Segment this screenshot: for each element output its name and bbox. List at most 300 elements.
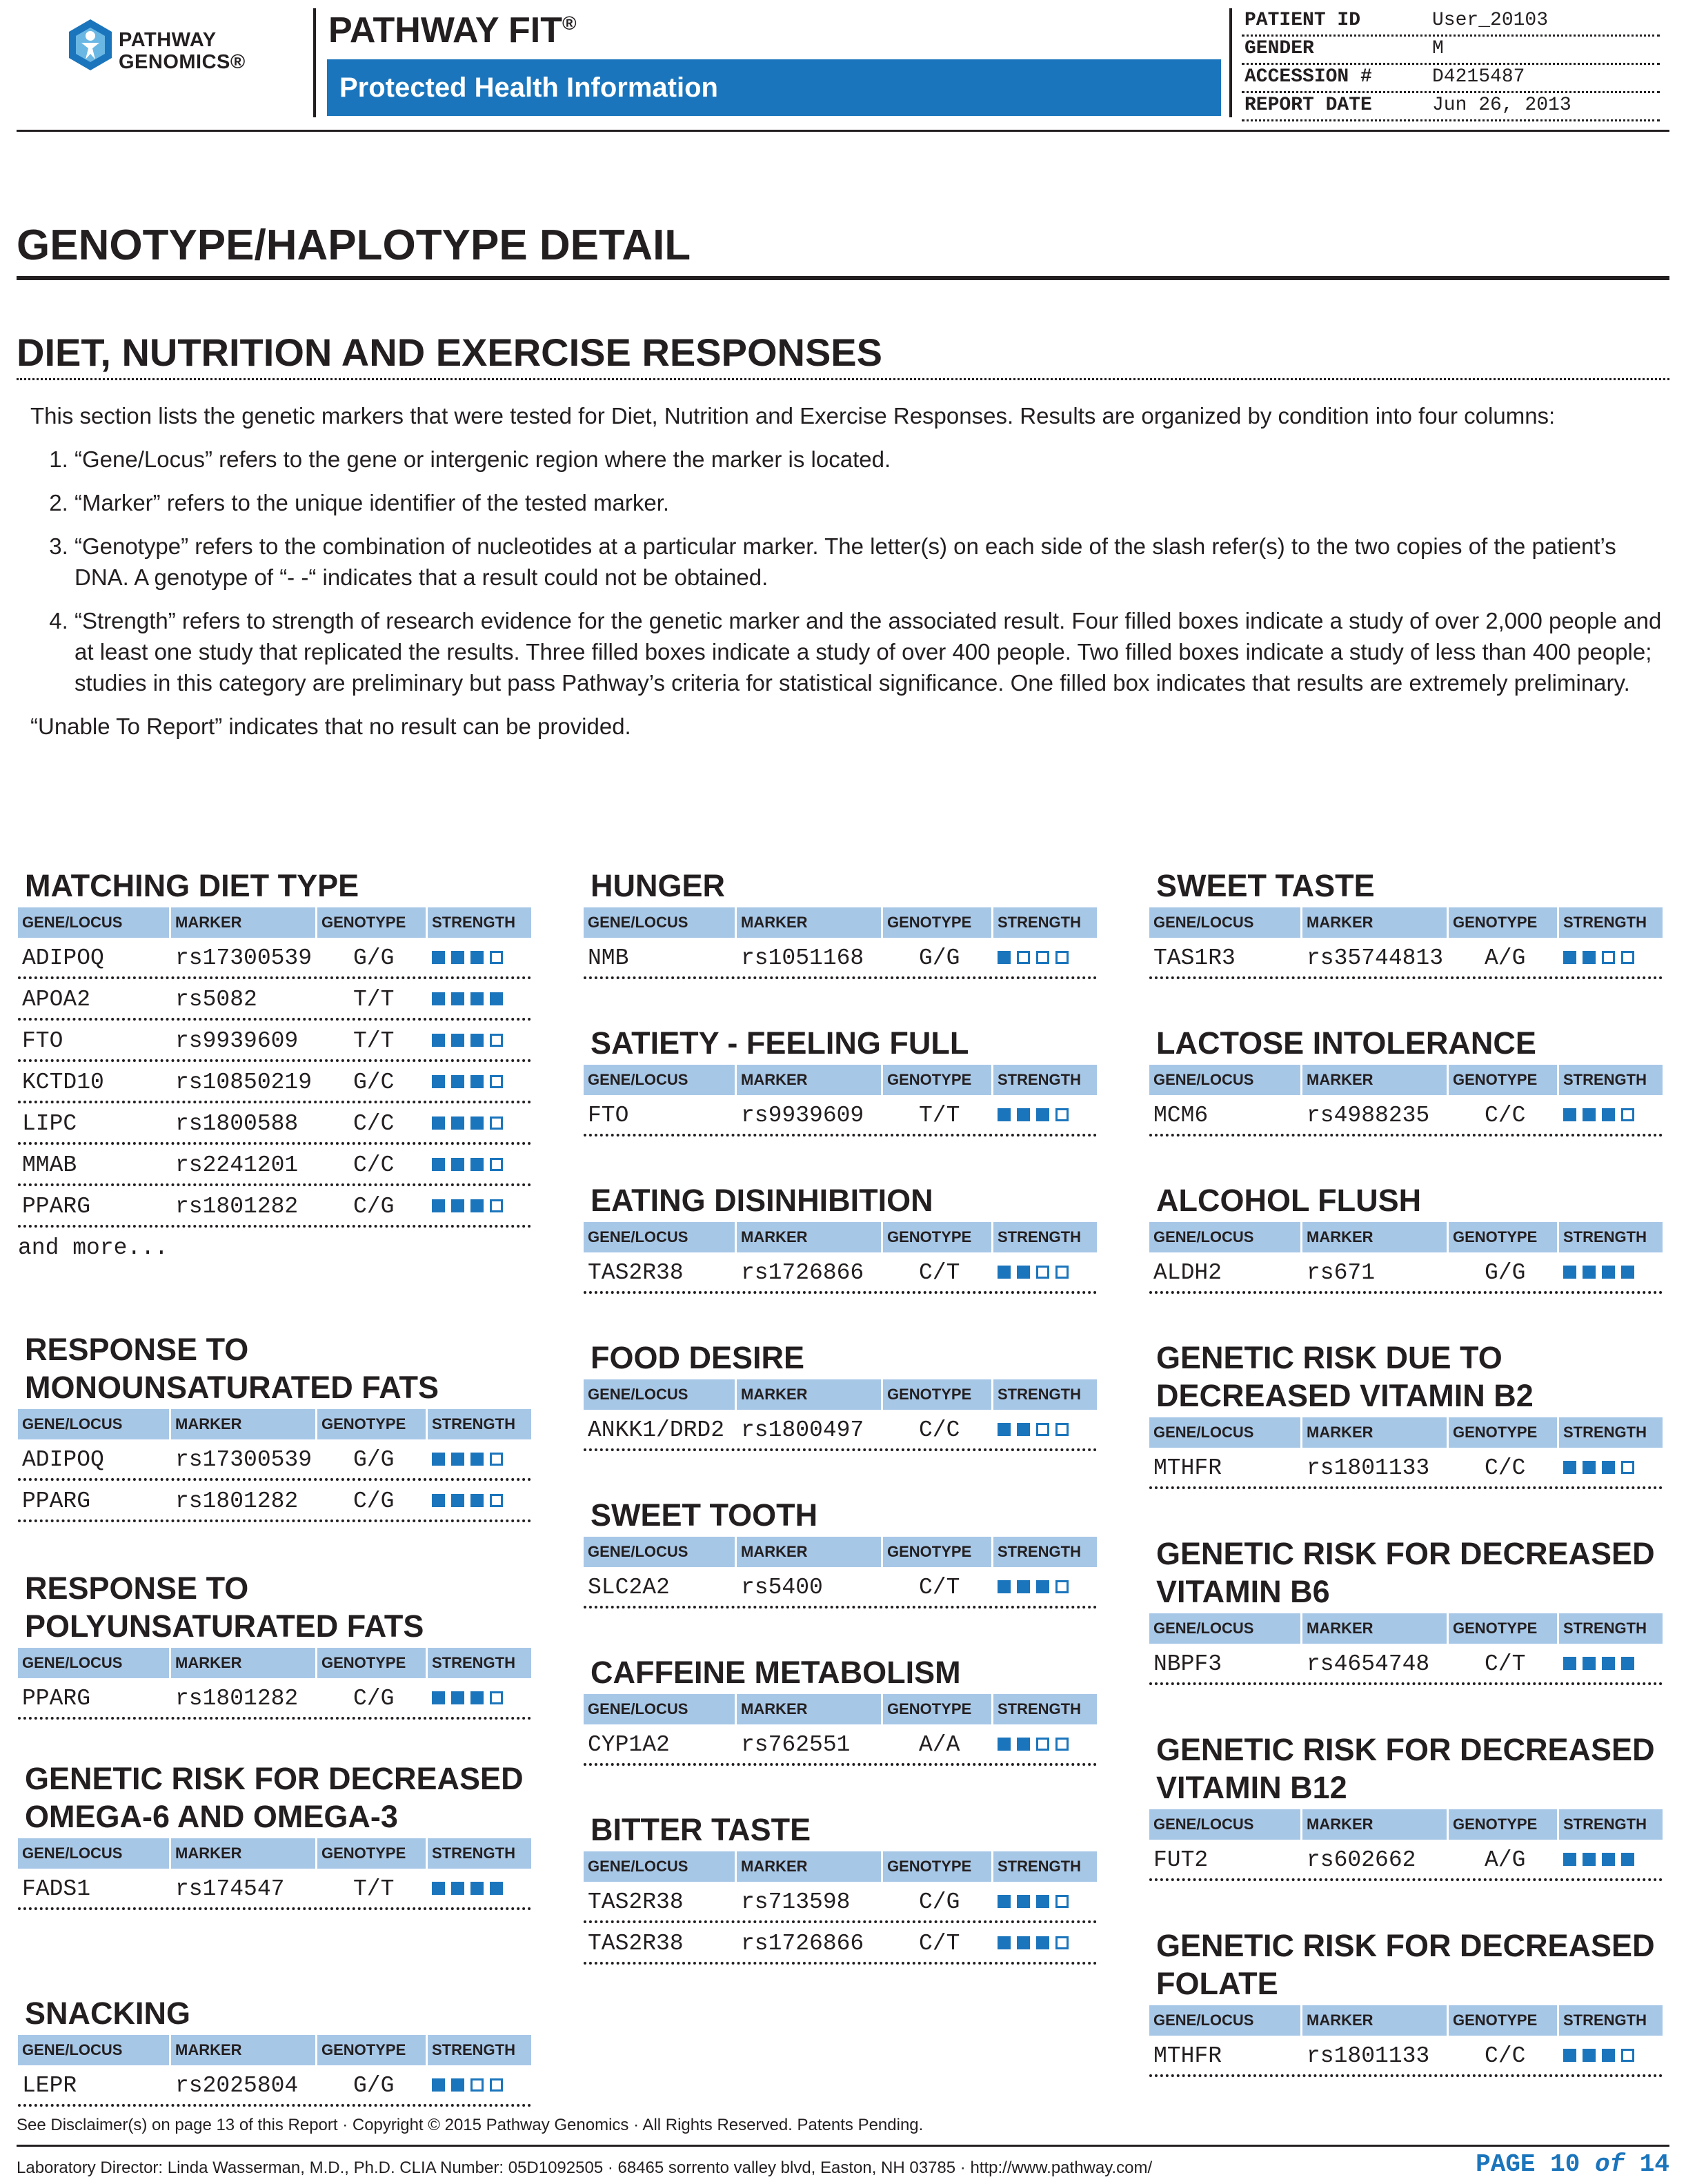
section-lactose-intolerance	[1149, 1024, 1663, 1137]
section-genetic-risk-for-decreased-vitamin-b12	[1149, 1731, 1663, 1881]
brand-title	[328, 10, 577, 51]
header-strength: STRENGTH	[998, 1700, 1081, 1718]
strength-box-filled	[432, 1116, 445, 1130]
patient-info-row	[1242, 8, 1660, 37]
header-strength: STRENGTH	[998, 1543, 1081, 1560]
patient-info-label: PATIENT ID	[1244, 10, 1361, 31]
page-title: GENOTYPE/HAPLOTYPE DETAIL	[17, 222, 691, 269]
strength-indicator	[993, 1252, 1097, 1291]
genotype-cell: G/G	[353, 945, 395, 971]
gene-locus-cell: KCTD10	[22, 1070, 104, 1095]
header-gene-locus: GENE/LOCUS	[1149, 1417, 1302, 1448]
patient-info-row	[1242, 65, 1660, 93]
genotype-cell: C/G	[353, 1488, 395, 1514]
table-row	[584, 1882, 1097, 1923]
strength-box-empty	[1036, 1423, 1049, 1436]
strength-box-filled	[1563, 951, 1576, 964]
genotype-cell: C/T	[1485, 1651, 1526, 1677]
strength-box-filled	[432, 1453, 445, 1466]
header-gene-locus: GENE/LOCUS	[584, 1222, 737, 1252]
header-marker: MARKER	[1302, 1613, 1449, 1644]
patient-info-value: D4215487	[1432, 66, 1525, 88]
header-genotype: GENOTYPE	[883, 1694, 993, 1724]
section-heading: RESPONSE TO POLYUNSATURATED FATS	[25, 1571, 424, 1644]
table-header	[1149, 2005, 1663, 2036]
brand-registered-mark: ®	[562, 12, 577, 34]
header-marker: MARKER	[171, 2035, 317, 2065]
header-gene-locus: GENE/LOCUS	[1149, 1222, 1302, 1252]
section-genetic-risk-for-decreased-folate	[1149, 1927, 1663, 2077]
patient-info-label: ACCESSION #	[1244, 66, 1372, 88]
strength-box-filled	[432, 1158, 445, 1171]
section-heading: FOOD DESIRE	[591, 1340, 805, 1375]
page-total: 14	[1639, 2150, 1669, 2178]
strength-box-filled	[1583, 1461, 1596, 1474]
section-eating-disinhibition	[584, 1181, 1097, 1294]
strength-box-filled	[1563, 1108, 1576, 1121]
section-hunger	[584, 867, 1097, 979]
strength-box-filled	[1563, 2049, 1576, 2062]
header-genotype: GENOTYPE	[883, 907, 993, 938]
intro-note: “Unable To Report” indicates that no result can be provided.	[30, 714, 631, 739]
header-strength: STRENGTH	[998, 1228, 1081, 1246]
strength-box-empty	[1055, 1108, 1069, 1121]
table-header	[1149, 1417, 1663, 1448]
intro-item-3: 3. “Genotype” refers to the combination of nucleotides at a particular marker. The letter(s) on each side of the slash refer(s) to the two copies of the patient’s DNA. A genotype of “- -“ indicates that a result could not be obtained.	[75, 531, 1665, 593]
strength-indicator	[428, 1678, 531, 1717]
section-heading: SWEET TASTE	[1156, 868, 1375, 903]
marker-cell: rs17300539	[175, 945, 313, 971]
table-header	[1149, 1809, 1663, 1840]
header-strength: STRENGTH	[998, 1858, 1081, 1875]
strength-box-empty	[490, 1034, 503, 1047]
header-strength: STRENGTH	[998, 1386, 1081, 1403]
strength-box-filled	[998, 1738, 1011, 1751]
strength-box-empty	[490, 1494, 503, 1507]
header-genotype: GENOTYPE	[317, 1648, 428, 1678]
table-row	[1149, 1448, 1663, 1489]
section-heading: GENETIC RISK FOR DECREASED VITAMIN B6	[1156, 1536, 1655, 1609]
table-row	[18, 1021, 531, 1062]
header-genotype: GENOTYPE	[1449, 1222, 1559, 1252]
table-header	[584, 1065, 1097, 1095]
section-heading: HUNGER	[591, 868, 726, 903]
page-of: of	[1594, 2150, 1625, 2178]
strength-box-empty	[490, 1691, 503, 1704]
strength-indicator	[993, 1567, 1097, 1606]
header-marker: MARKER	[737, 1222, 883, 1252]
strength-indicator	[428, 1145, 531, 1183]
page-number	[1469, 2150, 1669, 2178]
strength-box-filled	[451, 1034, 464, 1047]
header-gene-locus: GENE/LOCUS	[18, 1409, 171, 1439]
section-genetic-risk-for-decreased-vitamin-b6	[1149, 1535, 1663, 1685]
logo-text-line2: GENOMICS®	[119, 51, 246, 73]
header-gene-locus: GENE/LOCUS	[1149, 1065, 1302, 1095]
patient-info-row	[1242, 37, 1660, 65]
footer-lab-info: Laboratory Director: Linda Wasserman, M.D., Ph.D. CLIA Number: 05D1092505 · 68465 sorrento valley blvd, Easton, NH 03785 · http://www.pathway.com/	[17, 2158, 1153, 2177]
strength-box-filled	[1036, 1108, 1049, 1121]
strength-box-empty	[1621, 1461, 1634, 1474]
section-heading: SWEET TOOTH	[591, 1497, 818, 1533]
page-label: PAGE 10	[1476, 2150, 1580, 2178]
strength-box-empty	[1017, 951, 1030, 964]
section-matching-diet-type	[18, 867, 531, 1269]
strength-box-filled	[432, 2078, 445, 2092]
strength-box-filled	[998, 1108, 1011, 1121]
genotype-cell: G/G	[1485, 1260, 1526, 1286]
pathway-genomics-logo	[66, 18, 259, 80]
gene-locus-cell: MMAB	[22, 1152, 77, 1178]
section-title: DIET, NUTRITION AND EXERCISE RESPONSES	[17, 331, 882, 374]
strength-box-filled	[432, 1075, 445, 1088]
gene-locus-cell: PPARG	[22, 1194, 91, 1219]
header-marker: MARKER	[171, 1838, 317, 1869]
header-marker: MARKER	[171, 1409, 317, 1439]
genotype-cell: C/C	[1485, 1455, 1526, 1481]
header-strength: STRENGTH	[1563, 1071, 1647, 1088]
table-row	[584, 1923, 1097, 1965]
header-genotype: GENOTYPE	[1449, 1613, 1559, 1644]
strength-box-filled	[1583, 1657, 1596, 1670]
marker-cell: rs9939609	[175, 1028, 299, 1054]
gene-locus-cell: LEPR	[22, 2073, 77, 2098]
header-strength: STRENGTH	[1563, 1620, 1647, 1637]
table-row	[584, 1567, 1097, 1609]
genotype-cell: G/C	[353, 1070, 395, 1095]
genotype-cell: C/T	[919, 1575, 960, 1600]
strength-box-filled	[451, 1882, 464, 1895]
strength-box-empty	[1055, 951, 1069, 964]
strength-box-filled	[1583, 951, 1596, 964]
table-header	[1149, 1065, 1663, 1095]
strength-box-filled	[451, 1158, 464, 1171]
section-heading: CAFFEINE METABOLISM	[591, 1655, 961, 1690]
table-header	[18, 1409, 531, 1439]
table-header	[584, 1694, 1097, 1724]
strength-box-empty	[1602, 951, 1615, 964]
gene-locus-cell: NMB	[588, 945, 629, 971]
intro-text	[30, 400, 1665, 754]
genotype-cell: T/T	[353, 1028, 395, 1054]
strength-indicator	[1559, 2036, 1663, 2074]
marker-cell: rs762551	[741, 1732, 851, 1758]
strength-box-empty	[1036, 1266, 1049, 1279]
gene-locus-cell: TAS2R38	[588, 1931, 684, 1956]
gene-locus-cell: TAS1R3	[1153, 945, 1236, 971]
strength-box-empty	[1055, 1423, 1069, 1436]
gene-locus-cell: NBPF3	[1153, 1651, 1222, 1677]
intro-lead: This section lists the genetic markers that were tested for Diet, Nutrition and Exercise Responses. Results are organized by condition into four columns:	[30, 403, 1556, 429]
section-heading: MATCHING DIET TYPE	[25, 868, 359, 903]
gene-locus-cell: FUT2	[1153, 1847, 1209, 1873]
marker-cell: rs2025804	[175, 2073, 299, 2098]
strength-box-filled	[1602, 1657, 1615, 1670]
strength-indicator	[993, 1724, 1097, 1763]
strength-indicator	[1559, 1095, 1663, 1134]
table-header	[1149, 1613, 1663, 1644]
section-heading: ALCOHOL FLUSH	[1156, 1183, 1422, 1218]
genotype-cell: C/C	[353, 1152, 395, 1178]
gene-locus-cell: MCM6	[1153, 1103, 1209, 1128]
header-genotype: GENOTYPE	[883, 1851, 993, 1882]
strength-box-filled	[1017, 1580, 1030, 1593]
header-gene-locus: GENE/LOCUS	[584, 1065, 737, 1095]
strength-box-filled	[1583, 2049, 1596, 2062]
strength-box-filled	[1563, 1853, 1576, 1866]
table-row	[18, 979, 531, 1021]
strength-box-filled	[1017, 1423, 1030, 1436]
strength-box-filled	[432, 1691, 445, 1704]
genotype-cell: C/C	[1485, 2043, 1526, 2069]
table-row	[18, 1439, 531, 1481]
strength-box-filled	[998, 1936, 1011, 1949]
marker-cell: rs1801282	[175, 1686, 299, 1711]
strength-box-filled	[451, 992, 464, 1005]
table-header	[18, 2035, 531, 2065]
strength-indicator	[428, 1103, 531, 1142]
section-sweet-tooth	[584, 1496, 1097, 1609]
header-marker: MARKER	[1302, 1222, 1449, 1252]
table-row	[584, 938, 1097, 979]
strength-box-filled	[1017, 1108, 1030, 1121]
strength-box-filled	[432, 951, 445, 964]
strength-indicator	[428, 1062, 531, 1101]
genotype-cell: G/G	[353, 2073, 395, 2098]
genotype-cell: C/G	[353, 1686, 395, 1711]
section-heading: GENETIC RISK FOR DECREASED FOLATE	[1156, 1928, 1655, 2001]
strength-box-filled	[1017, 1936, 1030, 1949]
genotype-cell: A/A	[919, 1732, 960, 1758]
header-genotype: GENOTYPE	[1449, 1065, 1559, 1095]
strength-indicator	[428, 1186, 531, 1225]
strength-indicator	[993, 1410, 1097, 1448]
table-header	[1149, 907, 1663, 938]
strength-box-filled	[470, 1158, 484, 1171]
section-genetic-risk-for-decreased-omega-6-and-omega-3	[18, 1760, 531, 1910]
phi-banner: Protected Health Information	[327, 59, 1221, 116]
strength-box-filled	[1621, 1266, 1634, 1279]
strength-indicator	[428, 1439, 531, 1478]
table-header	[18, 1838, 531, 1869]
header-marker: MARKER	[1302, 1065, 1449, 1095]
intro-item-4: 4. “Strength” refers to strength of research evidence for the genetic marker and the associated result. Four filled boxes indicate a study of over 2,000 people and at least one study that replicated the results. Three filled boxes indicate a study of over 400 people. Two filled boxes indicate a study of less than 400 people; studies in this category are preliminary but pass Pathway’s criteria for statistical significance. One filled box indicates that results are extremely preliminary.	[75, 605, 1665, 698]
marker-cell: rs602662	[1307, 1847, 1416, 1873]
strength-box-filled	[1036, 1895, 1049, 1908]
header-gene-locus: GENE/LOCUS	[18, 907, 171, 938]
section-heading: GENETIC RISK FOR DECREASED OMEGA-6 AND OMEGA-3	[25, 1761, 524, 1834]
strength-box-filled	[1621, 1853, 1634, 1866]
strength-indicator	[1559, 938, 1663, 976]
genotype-cell: A/G	[1485, 945, 1526, 971]
strength-box-filled	[1017, 1895, 1030, 1908]
header-marker: MARKER	[737, 1851, 883, 1882]
patient-info-value: Jun 26, 2013	[1432, 95, 1571, 116]
patient-info-row	[1242, 93, 1660, 121]
strength-indicator	[1559, 1252, 1663, 1291]
and-more-text: and more...	[18, 1235, 168, 1261]
strength-indicator	[993, 1882, 1097, 1920]
strength-box-empty	[1055, 1266, 1069, 1279]
strength-box-empty	[490, 1158, 503, 1171]
strength-box-filled	[451, 951, 464, 964]
section-heading: SNACKING	[25, 1996, 191, 2031]
table-header	[584, 1851, 1097, 1882]
strength-box-filled	[490, 1882, 503, 1895]
header-strength: STRENGTH	[432, 1415, 515, 1433]
patient-info-table	[1242, 8, 1660, 121]
header-marker: MARKER	[737, 1379, 883, 1410]
strength-box-empty	[490, 1075, 503, 1088]
gene-locus-cell: ADIPOQ	[22, 945, 104, 971]
table-row	[18, 1678, 531, 1720]
strength-box-filled	[1563, 1657, 1576, 1670]
strength-box-filled	[1602, 1266, 1615, 1279]
table-row	[18, 1062, 531, 1103]
header-strength: STRENGTH	[998, 914, 1081, 931]
header-strength: STRENGTH	[1563, 1424, 1647, 1441]
header-marker: MARKER	[171, 1648, 317, 1678]
table-header	[584, 1379, 1097, 1410]
strength-box-filled	[998, 951, 1011, 964]
strength-box-empty	[1036, 951, 1049, 964]
strength-box-empty	[1055, 1936, 1069, 1949]
header-genotype: GENOTYPE	[1449, 907, 1559, 938]
header-gene-locus: GENE/LOCUS	[18, 1838, 171, 1869]
patient-info-label: GENDER	[1244, 38, 1314, 59]
strength-box-filled	[1563, 1461, 1576, 1474]
gene-locus-cell: SLC2A2	[588, 1575, 670, 1600]
genotype-cell: A/G	[1485, 1847, 1526, 1873]
strength-box-empty	[490, 1453, 503, 1466]
patient-info-label: REPORT DATE	[1244, 95, 1372, 116]
strength-indicator	[1559, 1840, 1663, 1878]
header-marker: MARKER	[1302, 1417, 1449, 1448]
table-row	[1149, 938, 1663, 979]
page-title-rule	[17, 276, 1669, 280]
section-heading: SATIETY - FEELING FULL	[591, 1025, 969, 1061]
strength-indicator	[993, 1923, 1097, 1962]
marker-cell: rs1726866	[741, 1260, 864, 1286]
marker-cell: rs1800497	[741, 1417, 864, 1443]
strength-indicator	[428, 979, 531, 1018]
table-row	[18, 938, 531, 979]
section-heading: BITTER TASTE	[591, 1812, 811, 1847]
strength-indicator	[993, 1095, 1097, 1134]
strength-box-filled	[470, 951, 484, 964]
logo-mark-icon	[66, 18, 115, 73]
header-gene-locus: GENE/LOCUS	[1149, 1613, 1302, 1644]
header-genotype: GENOTYPE	[317, 1838, 428, 1869]
strength-box-filled	[1583, 1853, 1596, 1866]
strength-indicator	[428, 1021, 531, 1059]
header-strength: STRENGTH	[432, 1654, 515, 1671]
header-gene-locus: GENE/LOCUS	[584, 1379, 737, 1410]
section-caffeine-metabolism	[584, 1653, 1097, 1766]
genotype-cell: C/G	[353, 1194, 395, 1219]
brand-title-text: PATHWAY FIT	[328, 10, 562, 50]
marker-cell: rs1800588	[175, 1111, 299, 1137]
strength-box-filled	[1602, 1853, 1615, 1866]
table-row	[18, 1145, 531, 1186]
genotype-cell: T/T	[353, 1876, 395, 1902]
table-row	[18, 2065, 531, 2107]
header-genotype: GENOTYPE	[317, 2035, 428, 2065]
table-row	[18, 1103, 531, 1145]
marker-cell: rs1801282	[175, 1194, 299, 1219]
table-row	[1149, 2036, 1663, 2077]
marker-cell: rs174547	[175, 1876, 285, 1902]
strength-box-filled	[998, 1580, 1011, 1593]
genotype-cell: G/G	[353, 1447, 395, 1473]
table-row	[1149, 1252, 1663, 1294]
strength-box-empty	[1621, 2049, 1634, 2062]
gene-locus-cell: ADIPOQ	[22, 1447, 104, 1473]
header-rule	[17, 130, 1669, 132]
strength-box-filled	[1602, 1108, 1615, 1121]
header-marker: MARKER	[1302, 2005, 1449, 2036]
gene-locus-cell: FTO	[22, 1028, 63, 1054]
table-row	[584, 1410, 1097, 1451]
marker-cell: rs713598	[741, 1889, 851, 1915]
strength-box-filled	[451, 1691, 464, 1704]
footer-disclaimer: See Disclaimer(s) on page 13 of this Report · Copyright © 2015 Pathway Genomics · All Rights Reserved. Patents Pending.	[17, 2116, 924, 2134]
strength-box-empty	[1621, 1108, 1634, 1121]
table-header	[584, 1222, 1097, 1252]
strength-box-filled	[451, 1075, 464, 1088]
intro-item-1: 1. “Gene/Locus” refers to the gene or intergenic region where the marker is located.	[75, 444, 1665, 475]
strength-box-empty	[1621, 951, 1634, 964]
section-genetic-risk-due-to-decreased-vitamin-b2	[1149, 1339, 1663, 1489]
header-gene-locus: GENE/LOCUS	[584, 907, 737, 938]
header-marker: MARKER	[1302, 907, 1449, 938]
header-strength: STRENGTH	[998, 1071, 1081, 1088]
strength-box-filled	[1602, 1461, 1615, 1474]
section-heading: LACTOSE INTOLERANCE	[1156, 1025, 1536, 1061]
section-title-rule	[17, 378, 1669, 380]
marker-cell: rs17300539	[175, 1447, 313, 1473]
table-header	[18, 1648, 531, 1678]
marker-cell: rs1801133	[1307, 2043, 1430, 2069]
header-divider-left	[313, 8, 316, 117]
strength-indicator	[428, 1869, 531, 1907]
section-heading: RESPONSE TO MONOUNSATURATED FATS	[25, 1332, 439, 1405]
header-genotype: GENOTYPE	[1449, 2005, 1559, 2036]
strength-box-filled	[998, 1266, 1011, 1279]
header-gene-locus: GENE/LOCUS	[584, 1851, 737, 1882]
genotype-cell: C/C	[353, 1111, 395, 1137]
marker-cell: rs10850219	[175, 1070, 313, 1095]
strength-indicator	[1559, 1448, 1663, 1486]
header-genotype: GENOTYPE	[883, 1065, 993, 1095]
table-row	[1149, 1095, 1663, 1137]
marker-cell: rs1801282	[175, 1488, 299, 1514]
header-gene-locus: GENE/LOCUS	[1149, 2005, 1302, 2036]
header-strength: STRENGTH	[432, 1844, 515, 1862]
logo-text-line1: PATHWAY	[119, 29, 217, 51]
strength-box-filled	[470, 1116, 484, 1130]
strength-box-empty	[1055, 1738, 1069, 1751]
intro-item-2: 2. “Marker” refers to the unique identifier of the tested marker.	[75, 487, 1665, 518]
header-genotype: GENOTYPE	[1449, 1809, 1559, 1840]
gene-locus-cell: MTHFR	[1153, 1455, 1222, 1481]
strength-box-filled	[470, 1494, 484, 1507]
header-marker: MARKER	[737, 1694, 883, 1724]
header-gene-locus: GENE/LOCUS	[18, 2035, 171, 2065]
header-genotype: GENOTYPE	[883, 1537, 993, 1567]
marker-cell: rs1726866	[741, 1931, 864, 1956]
strength-box-filled	[1583, 1266, 1596, 1279]
